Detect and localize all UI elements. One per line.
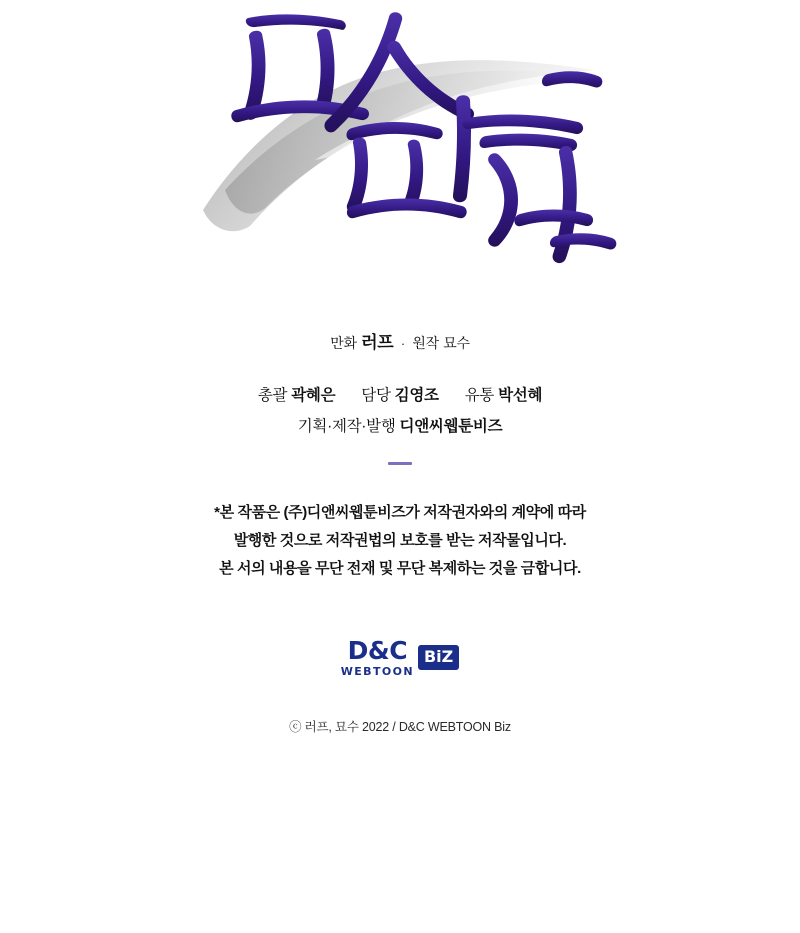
title-artwork xyxy=(0,0,800,290)
credit-main-line xyxy=(0,328,800,353)
credit-role-comic: 만화 xyxy=(330,335,357,351)
credit-staff-row xyxy=(0,383,800,405)
credits-block xyxy=(0,328,800,465)
logo-biz-badge: BiZ xyxy=(418,645,459,670)
notice-line-3: 본 서의 내용을 무단 전재 및 무단 복제하는 것을 금합니다. xyxy=(219,559,581,577)
credit-name-comic: 러프 xyxy=(361,333,394,352)
logo-left-group xyxy=(341,638,414,677)
staff-role-1: 담당 xyxy=(361,387,391,404)
copyright-line: ⓒ 러프, 묘수 2022 / D&C WEBTOON Biz xyxy=(289,720,511,735)
credit-role-original: 원작 xyxy=(412,335,439,351)
publisher-logo-wrap xyxy=(0,638,800,677)
staff-name-1: 김영조 xyxy=(394,387,439,404)
staff-name-0: 곽혜은 xyxy=(291,387,336,404)
logo-dc-text: D&C xyxy=(347,636,408,666)
notice-line-2: 발행한 것으로 저작권법의 보호를 받는 저작물입니다. xyxy=(233,531,567,549)
credit-production-row xyxy=(0,414,800,436)
dc-webtoon-biz-logo xyxy=(341,638,460,677)
credit-name-original: 묘수 xyxy=(443,335,470,351)
credit-separator: · xyxy=(400,336,405,351)
production-role: 기획·제작·발행 xyxy=(297,418,396,435)
production-name: 디앤씨웹툰비즈 xyxy=(399,418,503,435)
staff-name-2: 박선혜 xyxy=(498,387,543,404)
staff-role-0: 총괄 xyxy=(257,387,288,404)
section-divider xyxy=(388,462,412,465)
logo-webtoon-text: WEBTOON xyxy=(340,665,414,679)
copyright-notice xyxy=(0,499,800,582)
staff-role-2: 유통 xyxy=(464,387,495,404)
notice-line-1: *본 작품은 (주)디앤씨웹툰비즈가 저작권자와의 계약에 따라 xyxy=(214,504,586,521)
